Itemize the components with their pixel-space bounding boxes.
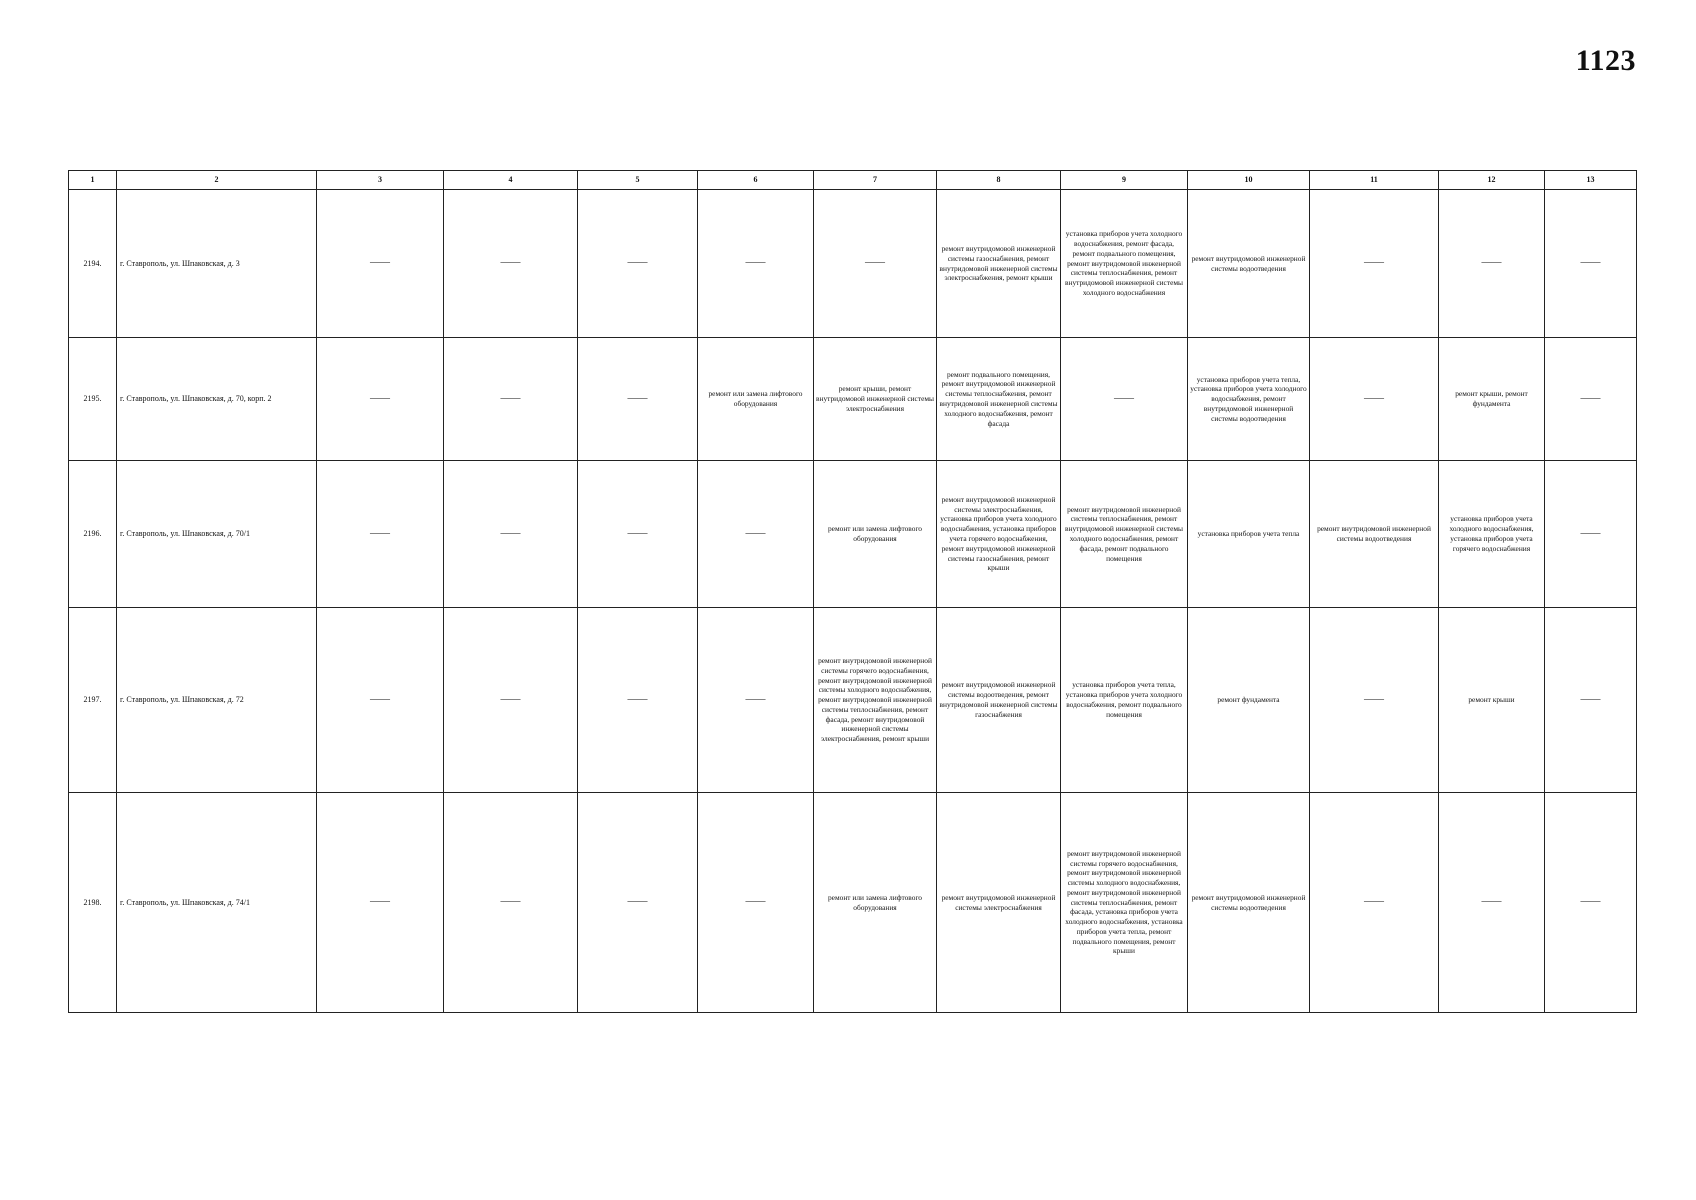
cell-col-7: ремонт или замена лифтового оборудования [814,793,937,1013]
cell-col-4 [444,793,578,1013]
cell-col-3 [317,338,444,461]
empty-dash: —— [500,392,521,404]
table-row-2198 [69,793,1637,1013]
cell-col-3 [317,608,444,793]
empty-dash: —— [370,896,390,908]
cell-col-3 [317,793,444,1013]
row-number: 2198. [69,793,117,1013]
column-header-8: 8 [937,171,1061,190]
empty-dash: —— [1580,527,1601,539]
cell-col-7: ремонт или замена лифтового оборудования [814,461,937,608]
cell-col-8: ремонт внутридомовой инженерной системы электроснабжения, установка приборов учета холодного водоснабжения, установка приборов учета горячего водоснабжения, ремонт внутридомовой инженерной системы газоснабжения, ремонт крыши [937,461,1061,608]
cell-col-8: ремонт подвального помещения, ремонт внутридомовой инженерной системы теплоснабжения, ремонт внутридомовой инженерной системы холодного водоснабжения, ремонт фасада [937,338,1061,461]
cell-col-4 [444,190,578,338]
address-cell: г. Ставрополь, ул. Шпаковская, д. 70/1 [117,461,317,608]
cell-col-3 [317,461,444,608]
row-number: 2196. [69,461,117,608]
column-header-12: 12 [1439,171,1545,190]
cell-col-7: ремонт крыши, ремонт внутридомовой инженерной системы электроснабжения [814,338,937,461]
empty-dash: —— [500,693,521,705]
cell-col-10: ремонт внутридомовой инженерной системы водоотведения [1188,793,1310,1013]
empty-dash: —— [1481,257,1502,269]
cell-col-11 [1310,793,1439,1013]
empty-dash: —— [1364,693,1384,705]
cell-col-4 [444,608,578,793]
empty-dash: —— [370,392,390,404]
column-header-10: 10 [1188,171,1310,190]
empty-dash: —— [865,257,885,269]
header-row [69,171,1637,190]
cell-col-11 [1310,338,1439,461]
empty-dash: —— [1580,392,1601,404]
cell-col-12 [1439,793,1545,1013]
empty-dash: —— [370,257,390,269]
cell-col-13 [1545,793,1637,1013]
empty-dash: —— [627,257,648,269]
cell-col-5 [578,793,698,1013]
column-header-4: 4 [444,171,578,190]
cell-col-6 [698,608,814,793]
cell-col-9: установка приборов учета тепла, установка приборов учета холодного водоснабжения, ремонт подвального помещения [1061,608,1188,793]
cell-col-10: ремонт внутридомовой инженерной системы водоотведения [1188,190,1310,338]
empty-dash: —— [1580,693,1601,705]
address-cell: г. Ставрополь, ул. Шпаковская, д. 70, корп. 2 [117,338,317,461]
page-number: 1123 [1575,44,1636,77]
empty-dash: —— [500,527,521,539]
row-number: 2197. [69,608,117,793]
cell-col-5 [578,461,698,608]
empty-dash: —— [745,896,766,908]
cell-col-9 [1061,338,1188,461]
column-header-7: 7 [814,171,937,190]
empty-dash: —— [1580,896,1601,908]
cell-col-13 [1545,338,1637,461]
table-row-2197 [69,608,1637,793]
address-cell: г. Ставрополь, ул. Шпаковская, д. 3 [117,190,317,338]
cell-col-5 [578,608,698,793]
empty-dash: —— [627,392,648,404]
column-header-2: 2 [117,171,317,190]
cell-col-7 [814,190,937,338]
empty-dash: —— [1364,896,1384,908]
empty-dash: —— [500,896,521,908]
empty-dash: —— [1114,392,1134,404]
cell-col-8: ремонт внутридомовой инженерной системы водоотведения, ремонт внутридомовой инженерной системы газоснабжения [937,608,1061,793]
repair-schedule-table [68,170,1637,1013]
cell-col-10: ремонт фундамента [1188,608,1310,793]
cell-col-12 [1439,190,1545,338]
column-header-13: 13 [1545,171,1637,190]
column-header-9: 9 [1061,171,1188,190]
cell-col-6 [698,461,814,608]
cell-col-6: ремонт или замена лифтового оборудования [698,338,814,461]
cell-col-13 [1545,461,1637,608]
cell-col-8: ремонт внутридомовой инженерной системы электроснабжения [937,793,1061,1013]
cell-col-11 [1310,608,1439,793]
empty-dash: —— [1364,392,1384,404]
table-row-2194 [69,190,1637,338]
cell-col-12: установка приборов учета холодного водоснабжения, установка приборов учета горячего водоснабжения [1439,461,1545,608]
column-header-5: 5 [578,171,698,190]
cell-col-11: ремонт внутридомовой инженерной системы водоотведения [1310,461,1439,608]
address-cell: г. Ставрополь, ул. Шпаковская, д. 72 [117,608,317,793]
cell-col-4 [444,461,578,608]
cell-col-12: ремонт крыши, ремонт фундамента [1439,338,1545,461]
cell-col-8: ремонт внутридомовой инженерной системы газоснабжения, ремонт внутридомовой инженерной системы электроснабжения, ремонт крыши [937,190,1061,338]
cell-col-13 [1545,190,1637,338]
cell-col-13 [1545,608,1637,793]
column-header-3: 3 [317,171,444,190]
column-header-11: 11 [1310,171,1439,190]
cell-col-9: установка приборов учета холодного водоснабжения, ремонт фасада, ремонт подвального помещения, ремонт внутридомовой инженерной системы теплоснабжения, ремонт внутридомовой инженерной системы холодного водоснабжения [1061,190,1188,338]
empty-dash: —— [627,693,648,705]
cell-col-5 [578,190,698,338]
table-row-2195 [69,338,1637,461]
empty-dash: —— [1580,257,1601,269]
cell-col-6 [698,190,814,338]
cell-col-3 [317,190,444,338]
empty-dash: —— [745,257,766,269]
empty-dash: —— [1481,896,1502,908]
cell-col-7: ремонт внутридомовой инженерной системы горячего водоснабжения, ремонт внутридомовой инженерной системы холодного водоснабжения, ремонт внутридомовой инженерной системы теплоснабжения, ремонт фасада, ремонт внутридомовой инженерной системы электроснабжения, ремонт крыши [814,608,937,793]
empty-dash: —— [627,896,648,908]
empty-dash: —— [370,693,390,705]
empty-dash: —— [627,527,648,539]
cell-col-9: ремонт внутридомовой инженерной системы теплоснабжения, ремонт внутридомовой инженерной системы холодного водоснабжения, ремонт фасада, ремонт подвального помещения [1061,461,1188,608]
empty-dash: —— [370,527,390,539]
column-header-6: 6 [698,171,814,190]
address-cell: г. Ставрополь, ул. Шпаковская, д. 74/1 [117,793,317,1013]
cell-col-6 [698,793,814,1013]
empty-dash: —— [745,693,766,705]
table-row-2196 [69,461,1637,608]
cell-col-9: ремонт внутридомовой инженерной системы горячего водоснабжения, ремонт внутридомовой инженерной системы холодного водоснабжения, ремонт внутридомовой инженерной системы теплоснабжения, ремонт фасада, установка приборов учета холодного водоснабжения, установка приборов учета тепла, ремонт подвального помещения, ремонт крыши [1061,793,1188,1013]
cell-col-10: установка приборов учета тепла, установка приборов учета холодного водоснабжения, ремонт внутридомовой инженерной системы водоотведения [1188,338,1310,461]
empty-dash: —— [745,527,766,539]
cell-col-12: ремонт крыши [1439,608,1545,793]
cell-col-5 [578,338,698,461]
cell-col-4 [444,338,578,461]
empty-dash: —— [500,257,521,269]
row-number: 2195. [69,338,117,461]
cell-col-11 [1310,190,1439,338]
row-number: 2194. [69,190,117,338]
empty-dash: —— [1364,257,1384,269]
cell-col-10: установка приборов учета тепла [1188,461,1310,608]
column-header-1: 1 [69,171,117,190]
